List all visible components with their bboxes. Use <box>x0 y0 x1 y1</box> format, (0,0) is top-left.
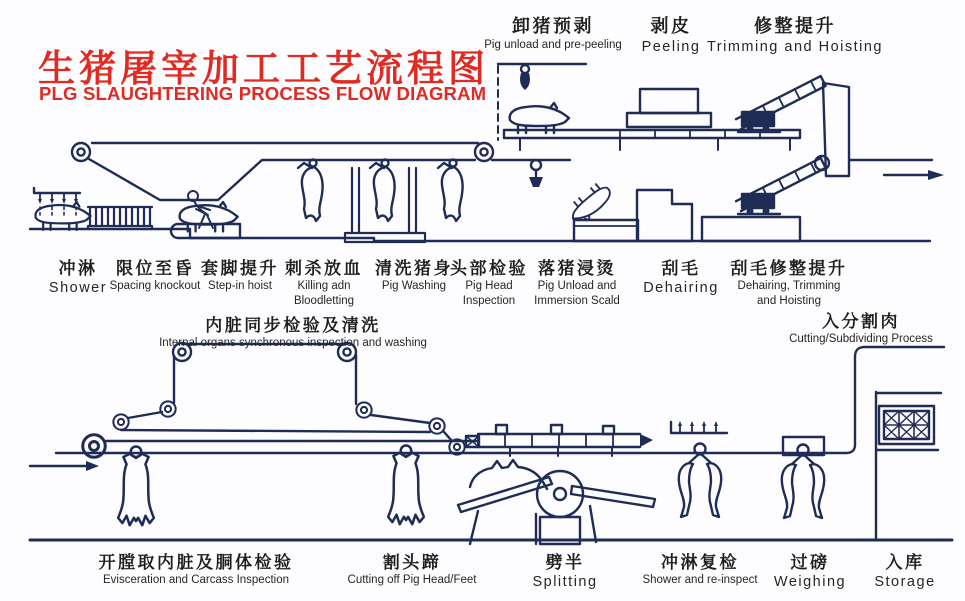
label-cutting-subdividing: 入分割肉 Cutting/Subdividing Process <box>789 312 933 345</box>
label-dehairing: 刮毛 Dehairing <box>643 259 719 296</box>
label-shower: 冲淋 Shower <box>48 259 108 296</box>
peeling-machine <box>627 89 711 127</box>
pig-entering-saw <box>470 460 547 489</box>
label-dehairing-trimming-hoisting: 刮毛修整提升 Dehairing, Trimming and Hoisting <box>730 259 848 307</box>
entry-arrow <box>30 461 99 471</box>
lower-hoist-conveyor <box>702 156 829 241</box>
overhead-rail-kill-line <box>89 143 570 200</box>
label-splitting: 劈半 Splitting <box>532 553 598 590</box>
segmented-overhead-track <box>466 425 653 456</box>
transfer-chute-panel <box>823 83 849 176</box>
walking-pig <box>35 202 90 230</box>
stunning-restrainer <box>88 207 152 229</box>
splitting-saw <box>458 460 655 544</box>
label-weighing: 过磅 Weighing <box>773 553 847 590</box>
label-peeling: 剥皮 Peeling <box>641 16 701 55</box>
entry-shower-station <box>34 188 80 216</box>
label-storage: 入库 Storage <box>874 553 936 590</box>
kill-line-exit <box>849 160 944 180</box>
worker-figure <box>188 191 213 228</box>
page-title-en: PLG SLAUGHTERING PROCESS FLOW DIAGRAM <box>39 83 487 104</box>
reinspect-shower-head <box>671 421 727 433</box>
bleeding-frame <box>345 168 425 242</box>
dehairing-machine <box>637 190 692 241</box>
label-spacing-knockout: 限位至昏 Spacing knockout <box>109 259 201 292</box>
rail-pulley-left <box>72 143 90 161</box>
label-shower-reinspect: 冲淋复检 Shower and re-inspect <box>642 553 758 586</box>
scalding-tank <box>574 220 638 241</box>
kill-line-floor <box>30 229 930 241</box>
label-immersion-scald: 落猪浸烫 Pig Unload and Immersion Scald <box>534 259 620 307</box>
upper-hoist-conveyor <box>736 76 826 132</box>
label-pig-washing: 清洗猪身 Pig Washing <box>375 259 453 292</box>
rail-pulley-mid <box>475 143 493 161</box>
label-trimming-hoisting: 修整提升 Trimming and Hoisting <box>706 16 883 55</box>
hanging-pig-bleeding <box>298 160 323 222</box>
page-title-cn: 生猪屠宰加工工艺流程图 <box>38 48 489 89</box>
eviscerated-carcass <box>118 446 154 525</box>
step-in-hoist-platform <box>171 224 240 238</box>
hanging-pig-washing <box>438 160 463 222</box>
label-evisceration: 开膛取内脏及胴体检验 Evisceration and Carcass Inspection <box>98 553 294 586</box>
pig-pre-peeling <box>510 103 569 133</box>
split-carcass-reinspect <box>679 444 721 518</box>
drop-hook <box>529 160 543 187</box>
storage-room <box>876 392 941 540</box>
label-internal-organs-inspection: 内脏同步检验及清洗 Internal organs synchronous inspection and washing <box>159 316 427 349</box>
label-cutting-head-feet: 割头蹄 Cutting off Pig Head/Feet <box>347 553 477 586</box>
carcass-head-feet-cutting <box>388 445 424 524</box>
pre-peel-overhead-bracket <box>498 64 586 140</box>
label-killing-bloodletting: 刺杀放血 Killing adn Bloodletting <box>285 259 363 307</box>
label-step-in-hoist: 套脚提升 Step-in hoist <box>201 259 279 292</box>
viscera-inspection-loop <box>113 343 464 455</box>
label-pig-head-inspection: 头部检验 Pig Head Inspection <box>450 259 528 307</box>
hanging-pig-in-frame <box>370 160 395 222</box>
label-pig-unload-pre-peeling: 卸猪预剥 Pig unload and pre-peeling <box>484 16 622 51</box>
